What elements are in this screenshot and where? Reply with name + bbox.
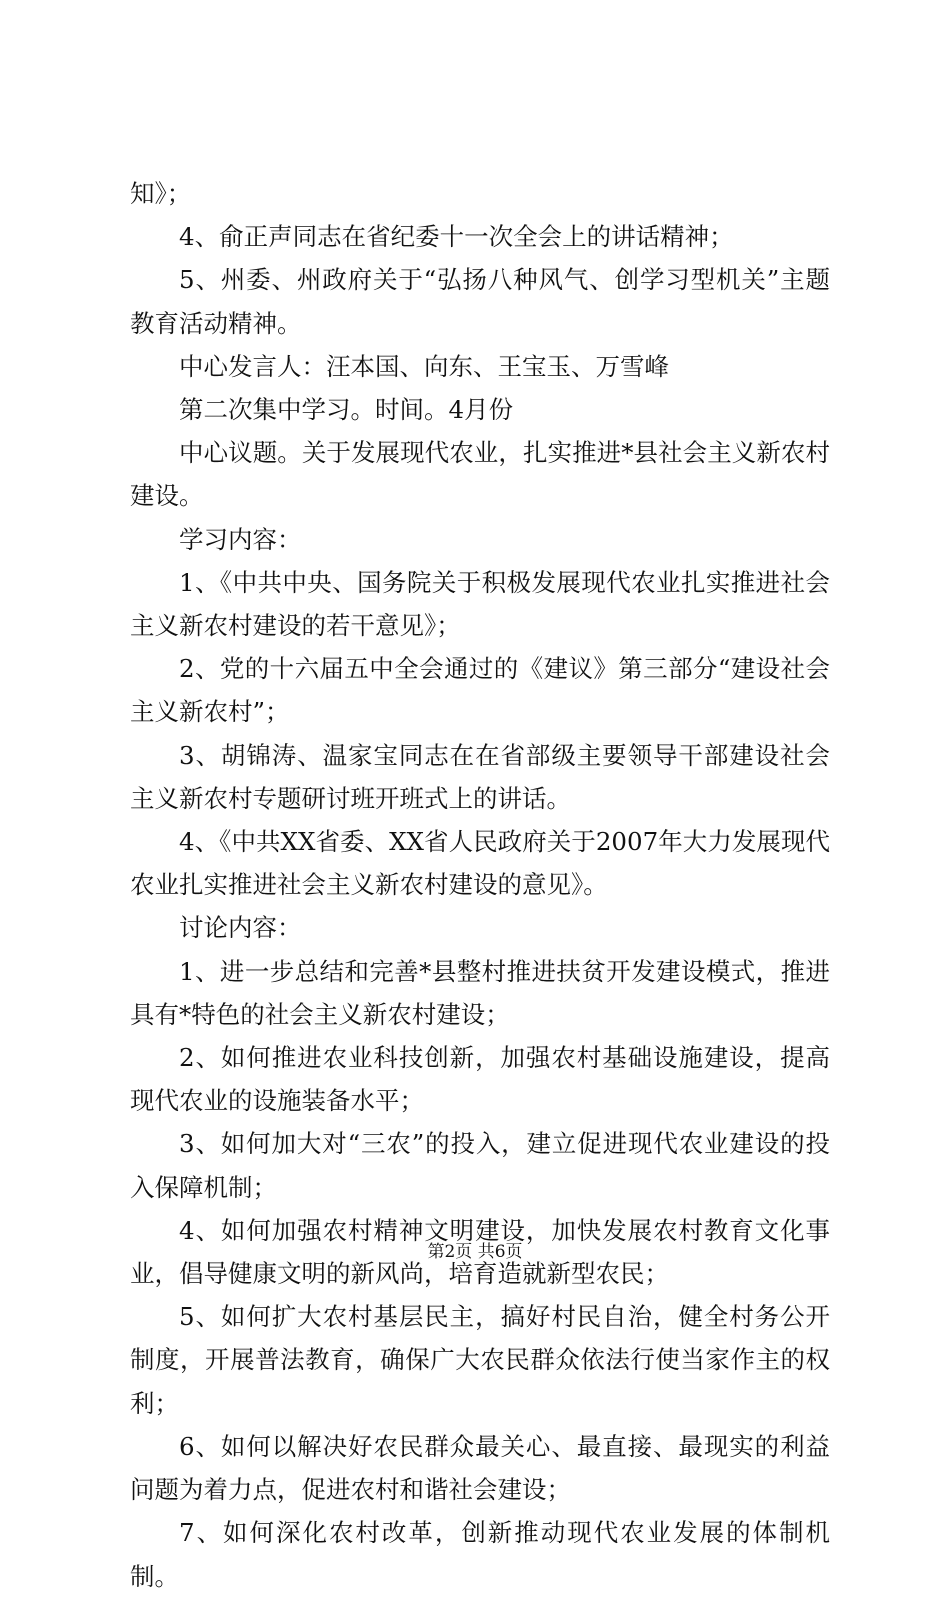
paragraph-10: 3、胡锦涛、温家宝同志在在省部级主要领导干部建设社会主义新农村专题研讨班开班式上的讲话。 [130, 740, 830, 813]
paragraph-6: 中心议题。关于发展现代农业，扎实推进*县社会主义新农村建设。 [130, 438, 830, 511]
paragraph-9: 2、党的十六届五中全会通过的《建议》第三部分“建设社会主义新农村”； [130, 654, 830, 727]
paragraph-13: 1、进一步总结和完善*县整村推进扶贫开发建设模式，推进具有*特色的社会主义新农村建设； [130, 956, 830, 1029]
paragraph-12: 讨论内容： [179, 913, 302, 943]
paragraph-5: 第二次集中学习。时间。4月份 [179, 395, 514, 425]
paragraph-11: 4、《中共XX省委、XX省人民政府关于2007年大力发展现代农业扎实推进社会主义新农村建设的意见》。 [130, 827, 830, 900]
paragraph-7: 学习内容： [179, 524, 302, 554]
document-body [130, 172, 830, 1598]
paragraph-1: 知》； [130, 179, 192, 208]
paragraph-18: 6、如何以解决好农民群众最关心、最直接、最现实的利益问题为着力点，促进农村和谐社会建设； [130, 1431, 830, 1505]
paragraph-3: 5、州委、州政府关于“弘扬八种风气、创学习型机关”主题教育活动精神。 [130, 265, 830, 338]
page-number-footer: 第2页 共6页 [427, 1242, 523, 1262]
paragraph-19: 7、如何深化农村改革，创新推动现代农业发展的体制机制。 [130, 1518, 830, 1591]
paragraph-17: 5、如何扩大农村基层民主，搞好村民自治，健全村务公开制度，开展普法教育，确保广大农民群众依法行使当家作主的权利； [130, 1302, 830, 1418]
paragraph-4: 中心发言人：汪本国、向东、王宝玉、万雪峰 [179, 351, 669, 381]
paragraph-8: 1、《中共中央、国务院关于积极发展现代农业扎实推进社会主义新农村建设的若干意见》； [130, 567, 830, 641]
paragraph-14: 2、如何推进农业科技创新，加强农村基础设施建设，提高现代农业的设施装备水平； [130, 1043, 830, 1116]
paragraph-16: 4、如何加强农村精神文明建设，加快发展农村教育文化事业，倡导健康文明的新风尚，培育造就新型农民； [130, 1215, 830, 1289]
paragraph-15: 3、如何加大对“三农”的投入，建立促进现代农业建设的投入保障机制； [130, 1129, 830, 1202]
paragraph-2: 4、俞正声同志在省纪委十一次全会上的讲话精神； [179, 222, 734, 252]
